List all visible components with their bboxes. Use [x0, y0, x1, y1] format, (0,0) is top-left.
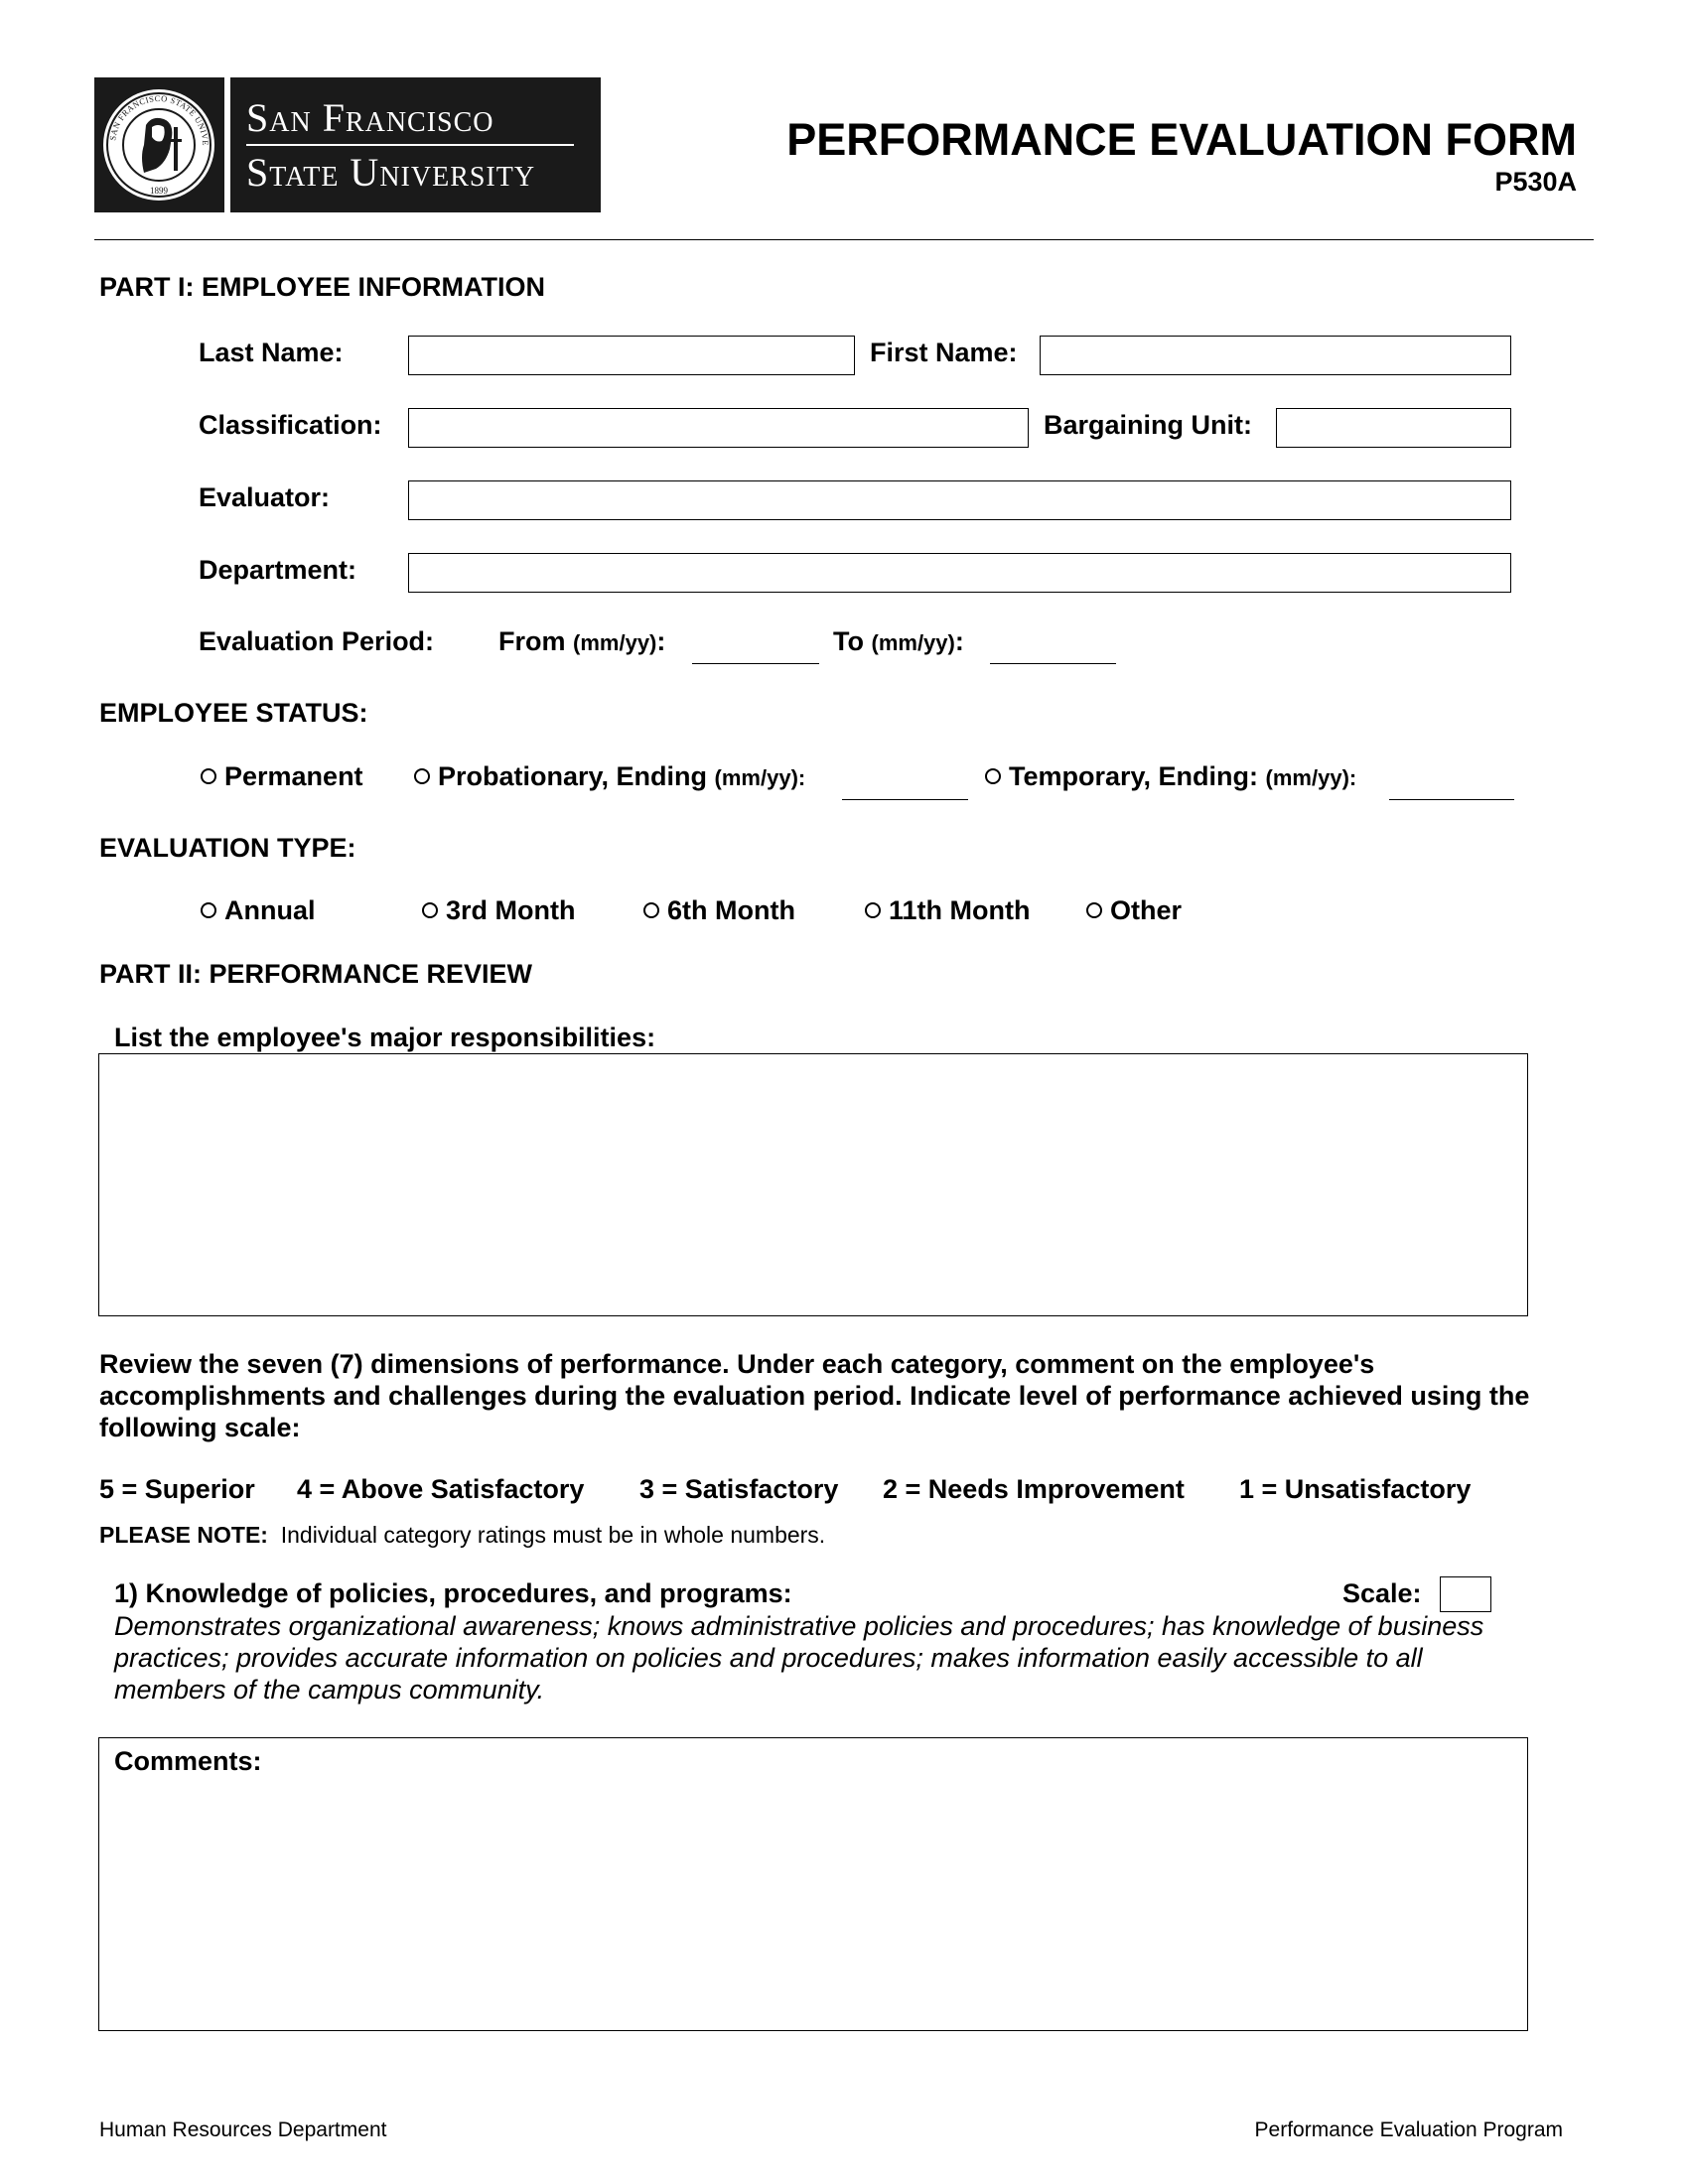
to-format: (mm/yy) [871, 630, 955, 655]
form-title: PERFORMANCE EVALUATION FORM [786, 114, 1577, 165]
evaluation-period-label: Evaluation Period: [199, 626, 435, 656]
from-word: From [498, 626, 566, 656]
to-date-field[interactable] [990, 663, 1116, 664]
permanent-label: Permanent [224, 761, 363, 791]
6th-month-label: 6th Month [667, 895, 795, 925]
eval-type-6th-month-option[interactable] [643, 895, 795, 926]
eval-type-3rd-month-option[interactable] [422, 895, 575, 926]
seal-year: 1899 [150, 186, 168, 196]
first-name-label: First Name: [870, 338, 1018, 367]
seal-icon [94, 77, 224, 212]
scale-2: 2 = Needs Improvement [883, 1474, 1185, 1504]
footer-left: Human Resources Department [99, 2118, 387, 2141]
logo-line-1: San Francisco [246, 95, 494, 140]
logo-line-2: State University [246, 150, 536, 195]
last-name-label: Last Name: [199, 338, 344, 367]
last-name-field[interactable] [408, 336, 855, 375]
11th-month-label: 11th Month [889, 895, 1031, 925]
footer-right: Performance Evaluation Program [1254, 2118, 1563, 2141]
radio-other[interactable] [1086, 902, 1102, 918]
university-logo [94, 77, 601, 212]
from-format: (mm/yy) [573, 630, 657, 655]
part1-heading: PART I: EMPLOYEE INFORMATION [99, 272, 545, 302]
category1-title: 1) Knowledge of policies, procedures, and programs: [114, 1578, 792, 1608]
please-note-text: Individual category ratings must be in whole numbers. [280, 1522, 826, 1548]
radio-3rd-month[interactable] [422, 902, 438, 918]
category1-description: Demonstrates organizational awareness; knows administrative policies and procedures; has knowledge of business practices; provides accurate information on policies and procedures; makes information easily accessible to all members of the campus community. [114, 1611, 1484, 1705]
probationary-date-field[interactable] [842, 799, 968, 800]
radio-annual[interactable] [201, 902, 216, 918]
responsibilities-label: List the employee's major responsibilities: [114, 1023, 656, 1052]
please-note [99, 1522, 825, 1549]
radio-11th-month[interactable] [865, 902, 881, 918]
classification-field[interactable] [408, 408, 1029, 448]
scale-label: Scale: [1342, 1578, 1422, 1608]
from-date-field[interactable] [692, 663, 819, 664]
bargaining-unit-field[interactable] [1276, 408, 1511, 448]
status-temporary-option[interactable] [985, 761, 1356, 792]
to-colon: : [954, 626, 964, 656]
eval-type-other-option[interactable] [1086, 895, 1182, 926]
first-name-field[interactable] [1040, 336, 1511, 375]
responsibilities-textarea[interactable] [98, 1053, 1528, 1316]
scale-3: 3 = Satisfactory [639, 1474, 839, 1504]
to-word: To [833, 626, 864, 656]
evaluation-type-heading: EVALUATION TYPE: [99, 833, 356, 863]
probationary-format: (mm/yy): [714, 765, 806, 790]
radio-probationary[interactable] [414, 768, 430, 784]
scale-1: 1 = Unsatisfactory [1239, 1474, 1472, 1504]
probationary-label: Probationary, Ending [438, 761, 708, 791]
3rd-month-label: 3rd Month [446, 895, 576, 925]
university-wordmark [246, 95, 589, 196]
from-colon: : [656, 626, 666, 656]
seal-text: SAN FRANCISCO STATE UNIVE [107, 92, 211, 147]
part2-heading: PART II: PERFORMANCE REVIEW [99, 959, 533, 989]
temporary-label: Temporary, Ending: [1009, 761, 1259, 791]
evaluator-field[interactable] [408, 480, 1511, 520]
please-note-label: PLEASE NOTE: [99, 1522, 268, 1548]
comments-label: Comments: [114, 1746, 262, 1776]
bargaining-unit-label: Bargaining Unit: [1044, 410, 1252, 440]
to-label [833, 626, 964, 657]
status-probationary-option[interactable] [414, 761, 805, 792]
scale-5: 5 = Superior [99, 1474, 255, 1504]
eval-type-annual-option[interactable] [201, 895, 316, 926]
instructions-text: Review the seven (7) dimensions of performance. Under each category, comment on the employee's accomplishments and challenges during the evaluation period. Indicate level of performance achieved using the following scale: [99, 1349, 1530, 1442]
status-permanent-option[interactable] [201, 761, 363, 792]
eval-type-11th-month-option[interactable] [865, 895, 1031, 926]
category1-scale-field[interactable] [1440, 1576, 1491, 1612]
radio-6th-month[interactable] [643, 902, 659, 918]
radio-temporary[interactable] [985, 768, 1001, 784]
temporary-format: (mm/yy): [1265, 765, 1357, 790]
from-label [498, 626, 665, 657]
radio-permanent[interactable] [201, 768, 216, 784]
university-seal [94, 77, 224, 212]
other-label: Other [1110, 895, 1183, 925]
scale-4: 4 = Above Satisfactory [297, 1474, 585, 1504]
header-divider [94, 239, 1594, 240]
temporary-date-field[interactable] [1389, 799, 1514, 800]
form-code: P530A [1494, 167, 1577, 197]
annual-label: Annual [224, 895, 316, 925]
department-label: Department: [199, 555, 357, 585]
employee-status-heading: EMPLOYEE STATUS: [99, 698, 368, 728]
department-field[interactable] [408, 553, 1511, 593]
evaluator-label: Evaluator: [199, 482, 331, 512]
comments-textarea[interactable] [98, 1737, 1528, 2031]
classification-label: Classification: [199, 410, 382, 440]
